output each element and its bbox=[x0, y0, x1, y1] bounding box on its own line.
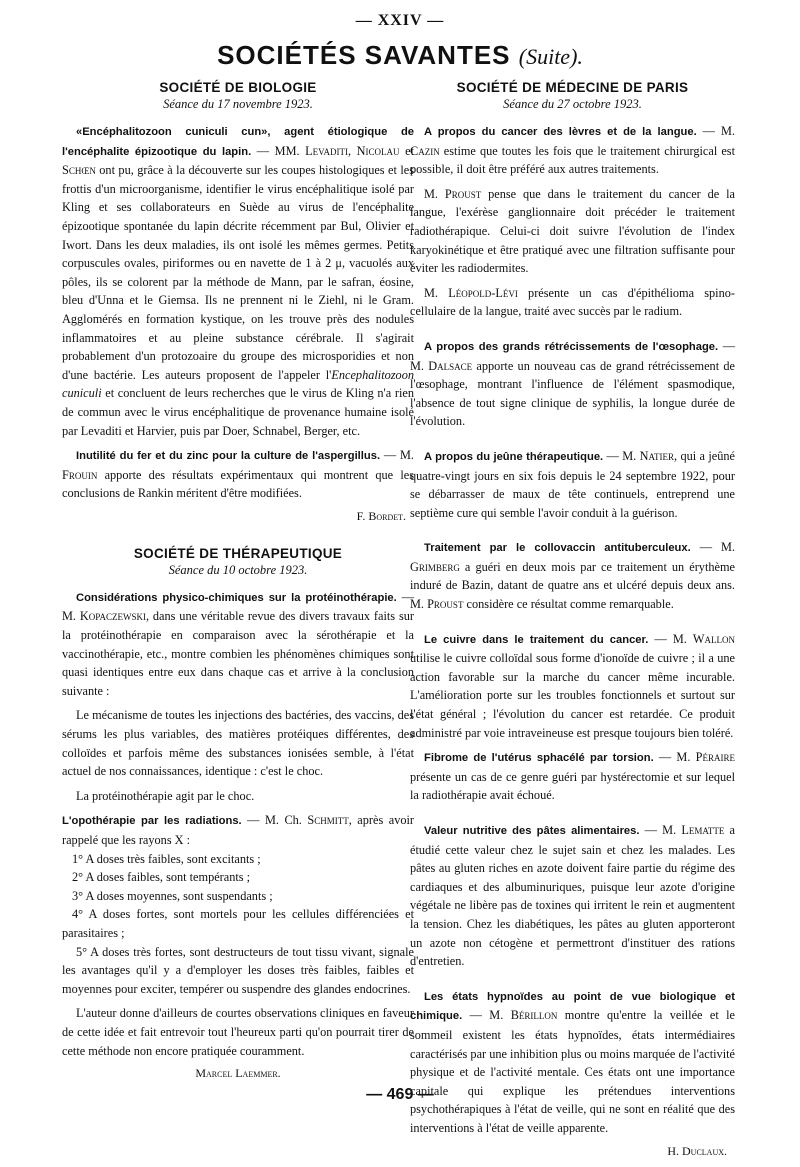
author: Bérillon bbox=[510, 1008, 558, 1023]
author: Proust bbox=[444, 186, 482, 201]
article-proteinotherapie bbox=[62, 588, 414, 701]
paragraph: 5° A doses très fortes, sont destructeurs de tout tissu vivant, signale les avantages qu'il y a d'employer les doses très faibles, faibles et moyennes pour exciter, tempérer ou suspendre des glandes endocrines. bbox=[62, 944, 414, 996]
article-opotherapie bbox=[62, 811, 414, 849]
roman-page-number: — XXIV — bbox=[355, 12, 445, 29]
author: Lematte bbox=[681, 823, 725, 837]
article-heading: Le cuivre dans le traitement du cancer. bbox=[424, 633, 649, 646]
article-text: et concluent de leurs recherches que le virus de Kling n'a rien de commun avec le virus encéphalitique de provenance humaine isolé par Levaditi et Harvier, puis par Doer, Schnabel, Berger, etc. bbox=[62, 386, 414, 438]
article-text: présente un cas de ce genre guéri par hystérectomie et sur lequel la radiothérapie avait échoué. bbox=[410, 769, 735, 803]
article-jeune bbox=[410, 447, 735, 522]
article-text: a guéri en deux mois par ce traitement un érythème induré de Bazin, datant de quatre ans et ulcéré depuis deux ans. M. bbox=[410, 559, 735, 612]
signature: F. Bordet. bbox=[356, 508, 406, 523]
dash: — M. bbox=[410, 338, 735, 373]
left-column bbox=[62, 76, 414, 1089]
article-heading: Valeur nutritive des pâtes alimentaires. bbox=[424, 825, 640, 837]
signature: Marcel Laemmer. bbox=[195, 1066, 281, 1081]
section-biologie bbox=[62, 80, 414, 524]
author: Cazin bbox=[410, 143, 440, 158]
dash: — M. Ch. bbox=[241, 813, 308, 828]
article-fibrome bbox=[410, 748, 735, 805]
article-collovaccin bbox=[410, 538, 735, 613]
article-text: estime que toutes les fois que le traitement chirurgical est possible, il doit être préféré aux autres traitements. bbox=[410, 143, 735, 177]
author: Kopaczewski bbox=[79, 609, 146, 624]
dash: — M. bbox=[380, 448, 414, 463]
article-heading: A propos du cancer des lèvres et de la langue. bbox=[424, 126, 697, 138]
article-cancer-levres bbox=[410, 122, 735, 179]
author: Wallon bbox=[692, 631, 736, 646]
article-text: , qui a jeûné quatre-vingt jours en six fois depuis le 24 septembre 1922, pour se débarrasser de maux de tête continuels, entreprend une septième cure qui semble l'avoir conduit à la guérison. bbox=[410, 448, 735, 520]
article-text: , après avoir rappelé que les rayons X : bbox=[62, 813, 415, 847]
article-pates bbox=[410, 821, 735, 971]
section-date: Séance du 17 novembre 1923. bbox=[163, 97, 313, 111]
paragraph: La protéinothérapie agit par le choc. bbox=[76, 788, 255, 803]
article-heading: Traitement par le collovaccin antituberculeux. bbox=[424, 542, 691, 555]
dose-item: 2° A doses faibles, sont tempérants ; bbox=[72, 870, 251, 885]
article-text: apporte un nouveau cas de grand rétrécissement de l'œsophage, montrant l'influence de l'élément spasmodique, l'absence de tout signe clinique de syphilis, la longue durée de l'évolution. bbox=[410, 358, 735, 429]
paragraph: Le mécanisme de toutes les injections des bactéries, des vaccins, des sérums les plus variables, des matières protéiques différentes, des colloïdes et parfois même des substances ionisées semble, à l'état actuel de nos connaissances, identique : c'est le choc. bbox=[62, 708, 414, 779]
section-date: Séance du 27 octobre 1923. bbox=[503, 97, 642, 111]
dash: — M. bbox=[648, 631, 693, 646]
author: Proust bbox=[427, 597, 464, 612]
spacer bbox=[410, 811, 735, 821]
article-heading: A propos des grands rétrécissements de l'œsophage. bbox=[424, 340, 719, 353]
article-hypnoides bbox=[410, 987, 735, 1138]
dose-item: 1° A doses très faibles, sont excitants ; bbox=[72, 851, 261, 866]
signature: H. Duclaux. bbox=[667, 1143, 727, 1158]
dash: — M. bbox=[653, 750, 696, 765]
spacer bbox=[410, 528, 735, 538]
section-date: Séance du 10 octobre 1923. bbox=[168, 562, 308, 577]
dash: — bbox=[251, 143, 275, 158]
author: Schœn bbox=[62, 163, 96, 178]
author: Dalsace bbox=[428, 358, 473, 373]
title-m: M. bbox=[424, 285, 449, 300]
title-m: M. bbox=[424, 186, 445, 201]
section-title: SOCIÉTÉ DE BIOLOGIE bbox=[159, 80, 317, 95]
author: Schmitt bbox=[307, 813, 349, 828]
spacer bbox=[410, 620, 735, 630]
paragraph bbox=[410, 284, 735, 321]
article-heading: Les états hypnoïdes au point de vue biologique et chimique. bbox=[410, 990, 735, 1023]
dash: — M. bbox=[690, 540, 735, 555]
article-heading: Considérations physico-chimiques sur la protéinothérapie. bbox=[76, 591, 397, 604]
page-title-sub: (Suite). bbox=[518, 44, 583, 69]
article-text: a étudié cette valeur chez le sujet sain et chez les malades. Les pâtes au gluten riches en azote doivent faire partie du régime des cardiaques et des albuminuriques, puisque leur azote d'origine végétale ne libère pas de toxines qui irritent le rein et augmentent la tension. Chez les diabétiques, les pâtes au gluten apporteront un azote non cétogène et permettront d'instituer des rations d'entretien. bbox=[410, 823, 735, 969]
article-text: considère ce résultat comme remarquable. bbox=[463, 597, 674, 612]
article-oesophage bbox=[410, 337, 735, 431]
conjunction: et bbox=[399, 143, 414, 158]
dash: — M. bbox=[62, 589, 414, 624]
article-text: présente un cas d'épithélioma spino-cellulaire de la langue, traité avec succès par le radium. bbox=[410, 285, 735, 319]
author: Péraire bbox=[695, 750, 735, 765]
article-heading: A propos du jeûne thérapeutique. bbox=[424, 450, 604, 463]
author: Natier bbox=[639, 448, 674, 463]
spacer bbox=[410, 327, 735, 337]
section-title: SOCIÉTÉ DE MÉDECINE DE PARIS bbox=[456, 80, 689, 95]
section-therapeutique bbox=[62, 546, 414, 1081]
dose-item: 4° A doses fortes, sont mortels pour les cellules différenciées et parasitaires ; bbox=[62, 907, 414, 940]
article-heading: L'opothérapie par les radiations. bbox=[62, 815, 242, 828]
author: Frouin bbox=[62, 467, 98, 482]
dash: — M. bbox=[696, 124, 735, 138]
article-encephalitozoon bbox=[62, 122, 414, 440]
spacer bbox=[410, 437, 735, 447]
article-text: ont pu, grâce à la découverte sur les coupes histologiques et les frottis d'un microorganisme, identifier le virus encéphalitique isolé par Kling et ses collaborateurs en Suède au virus de l'encéphalite épizootique spontanée du lapin décrite récemment par Bul, Olivier et Iwort. Dans les deux maladies, ils ont isolé les mêmes germes. Petits corpuscules ovales, piriformes ou en navette de 1 à 2 μ, vacuolés aux pôles, ils se colorent par la méthode de Mann, par le safran, éosine, bleu d'Unna et le Giemsa. Ils ne prennent ni le Ziehl, ni le Gram. Agglomérés en formation kystique, on les trouve près des nodules inflammatoires et au pleine substance cérébrale. Il s'agirait probablement d'un protozoaire du groupe des microsporidies et non d'une bactérie. Les auteurs proposent de l'appeler l' bbox=[62, 163, 414, 382]
page-number: — 469 — bbox=[366, 1086, 434, 1103]
section-title: SOCIÉTÉ DE THÉRAPEUTIQUE bbox=[133, 545, 343, 561]
article-heading: Inutilité du fer et du zinc pour la culture de l'aspergillus. bbox=[76, 450, 381, 463]
spacer bbox=[410, 977, 735, 987]
article-cuivre bbox=[410, 630, 735, 743]
section-medecine bbox=[410, 80, 735, 1159]
article-text: apporte des résultats expérimentaux qui montrent que les conclusions de Rankin méritent d'être modifiées. bbox=[62, 467, 414, 501]
article-text: pense que dans le traitement du cancer de la langue, l'exérèse ganglionnaire doit précéder le traitement radiothérapique. Celui-ci doit suivre l'évolution de l'index karyokinétique et être pratiqué avec une filtration suffisante pour éviter les radiodermites. bbox=[410, 186, 735, 276]
article-text: utilise le cuivre colloïdal sous forme d'ionoïde de cuivre ; il a une action favorable sur la marche du cancer même incurable. L'amélioration porte sur les troubles fonctionnels et surtout sur l'état général ; l'évolution du cancer est retardée. Ce produit administré par voie intraveineuse est presque toujours bien toléré. bbox=[410, 651, 735, 740]
page-title bbox=[0, 40, 800, 71]
paragraph: L'auteur donne d'ailleurs de courtes observations cliniques en faveur de cette idée et fait entrevoir tout l'heureux parti qu'on pourrait tirer de cette méthode non encore pratiquée couramment. bbox=[62, 1006, 414, 1058]
species-name: Encephalitozoon cuniculi bbox=[62, 367, 414, 401]
article-aspergillus bbox=[62, 446, 414, 503]
dash: — M. bbox=[603, 448, 640, 463]
author: Grimberg bbox=[410, 559, 460, 574]
right-column bbox=[410, 76, 735, 1167]
page-title-main: SOCIÉTÉS SAVANTES bbox=[217, 40, 511, 70]
dash: — M. bbox=[462, 1008, 511, 1023]
dash: — M. bbox=[639, 823, 682, 837]
paragraph bbox=[410, 185, 735, 278]
article-heading: «Encéphalitozoon cuniculi cun», agent étiologique de l'encéphalite épizootique du lapin. bbox=[62, 126, 414, 158]
author: MM. Levaditi, Nicolau bbox=[274, 143, 400, 158]
author: Léopold-Lévi bbox=[448, 285, 518, 300]
dose-item: 3° A doses moyennes, sont suspendants ; bbox=[72, 888, 273, 903]
spacer bbox=[62, 532, 414, 542]
article-heading: Fibrome de l'utérus sphacélé par torsion. bbox=[424, 752, 654, 765]
article-text: montre qu'entre la veillée et le sommeil existent les états hypnoïdes, états intermédiaires caractérisés par une inhibition plus ou moins marquée de l'activité physique et de l'activité mentale. Ces états ont une importance capitale qui explique les prétendues interventions psychothérapiques à l'état de veille, qui ne sont en réalité que des interventions à l'état de veille apparente. bbox=[410, 1008, 736, 1135]
article-text: , dans une véritable revue des divers travaux faits sur la protéinothérapie en comparaison avec la sérothérapie et la vaccinothérapie, etc., montre combien les phénomènes chimiques sont quasi identiques entre eux dans chaque cas et arrive à la conclusion suivante : bbox=[62, 609, 414, 698]
